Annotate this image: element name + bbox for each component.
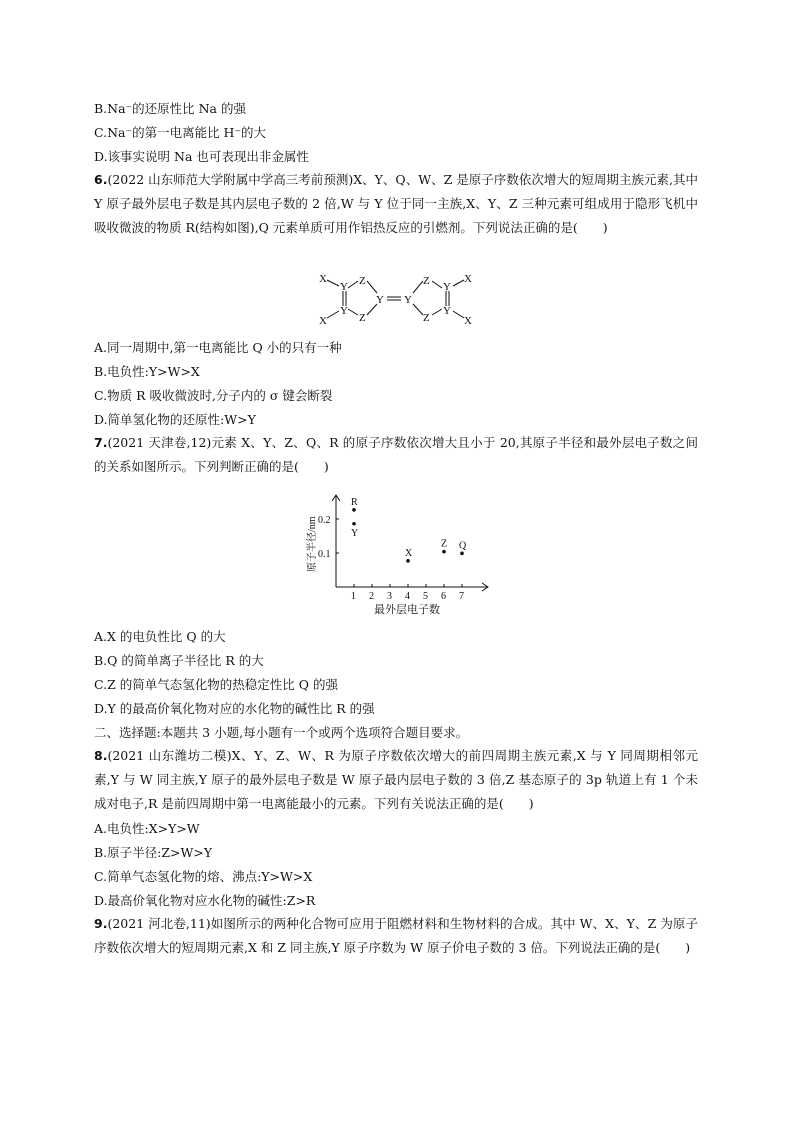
atom-x: X <box>319 273 327 285</box>
structure-figure-r <box>310 268 480 330</box>
x-tick-label: 7 <box>459 591 464 602</box>
q7-stem-text: (2021 天津卷,12)元素 X、Y、Z、Q、R 的原子序数依次增大且小于 20,其原子半径和最外层电子数之间的关系如图所示。下列判断正确的是( ) <box>94 435 698 474</box>
y-tick-label: 0.1 <box>318 549 331 560</box>
atom-z: Z <box>423 312 430 324</box>
atom-y: Y <box>443 281 451 293</box>
atom-x: X <box>464 273 472 285</box>
section-heading: 二、选择题:本题共 3 小题,每小题有一个或两个选项符合题目要求。 <box>94 725 469 740</box>
q8-number: 8. <box>94 748 108 763</box>
x-tick-label: 6 <box>441 591 446 602</box>
atom-y: Y <box>404 294 412 306</box>
data-point-q <box>460 552 464 556</box>
q5-option-b: B.Na⁻的还原性比 Na 的强 <box>94 101 246 116</box>
x-tick-label: 1 <box>351 591 356 602</box>
atom-y: Y <box>376 294 384 306</box>
q7-option-c: C.Z 的简单气态氢化物的热稳定性比 Q 的强 <box>94 677 338 692</box>
atom-x: X <box>319 315 327 327</box>
point-label-x: X <box>405 547 413 559</box>
x-axis-label: 最外层电子数 <box>374 604 440 616</box>
x-tick-label: 2 <box>369 591 374 602</box>
q6-option-d: D.简单氢化物的还原性:W>Y <box>94 412 256 427</box>
q7-number: 7. <box>94 435 108 450</box>
q6-option-b: B.电负性:Y>W>X <box>94 364 200 379</box>
data-point-z <box>442 550 446 554</box>
q7-stem <box>94 431 698 479</box>
q6-option-c: C.物质 R 吸收微波时,分子内的 σ 键会断裂 <box>94 388 333 403</box>
q8-stem-text: (2021 山东潍坊二模)X、Y、Z、W、R 为原子序数依次增大的前四周期主族元素,X 与 Y 同周期相邻元素,Y 与 W 同主族,Y 原子的最外层电子数是 W 原子最内层电子数的 3 倍,Z 基态原子的 3p 轨道上有 1 个未成对电子,R 是前四周期中第一电离能最小的元素。下列有关说法正确的是( ) <box>94 748 698 811</box>
atom-z: Z <box>359 275 366 287</box>
data-point-r <box>352 508 356 512</box>
data-point-x <box>406 559 410 563</box>
x-tick-label: 4 <box>405 591 410 602</box>
q7-option-b: B.Q 的简单离子半径比 R 的大 <box>94 653 264 668</box>
q8-option-c: C.简单气态氢化物的熔、沸点:Y>W>X <box>94 869 313 884</box>
q9-stem-text: (2021 河北卷,11)如图所示的两种化合物可应用于阻燃材料和生物材料的合成。其中 W、X、Y、Z 为原子序数依次增大的短周期元素,X 和 Z 同主族,Y 原子序数为 W 原子价电子数的 3 倍。下列说法正确的是( ) <box>94 916 698 955</box>
q7-option-a: A.X 的电负性比 Q 的大 <box>94 629 226 644</box>
q8-stem <box>94 744 698 816</box>
q5-option-d: D.该事实说明 Na 也可表现出非金属性 <box>94 149 309 164</box>
atom-x: X <box>464 315 472 327</box>
q9-stem <box>94 912 698 960</box>
point-label-y: Y <box>351 527 359 539</box>
atom-y: Y <box>340 305 348 317</box>
q5-option-c: C.Na⁻的第一电离能比 H⁻的大 <box>94 125 267 140</box>
q8-option-b: B.原子半径:Z>W>Y <box>94 845 213 860</box>
q9-number: 9. <box>94 916 108 931</box>
point-label-r: R <box>351 496 358 508</box>
q6-option-a: A.同一周期中,第一电离能比 Q 小的只有一种 <box>94 340 342 355</box>
q8-option-d: D.最高价氧化物对应水化物的碱性:Z>R <box>94 893 316 908</box>
q6-stem <box>94 168 698 240</box>
atom-z: Z <box>359 312 366 324</box>
q7-option-d: D.Y 的最高价氧化物对应的水化物的碱性比 R 的强 <box>94 701 375 716</box>
y-axis-label: 原子半径/nm <box>307 516 318 572</box>
radius-scatter-chart <box>296 492 496 620</box>
atom-y: Y <box>443 305 451 317</box>
point-label-q: Q <box>459 540 467 552</box>
q8-option-a: A.电负性:X>Y>W <box>94 821 200 836</box>
x-tick-label: 5 <box>423 591 428 602</box>
q6-stem-text: (2022 山东师范大学附属中学高三考前预测)X、Y、Q、W、Z 是原子序数依次增大的短周期主族元素,其中 Y 原子最外层电子数是其内层电子数的 2 倍,W 与 Y 位于同一主族,X、Y、Z 三种元素可组成用于隐形飞机中吸收微波的物质 R(结构如图),Q 元素单质可用作铝热反应的引燃剂。下列说法正确的是( ) <box>94 172 698 235</box>
atom-y: Y <box>340 281 348 293</box>
y-tick-label: 0.2 <box>318 515 331 526</box>
q6-number: 6. <box>94 172 108 187</box>
data-point-y <box>352 522 356 526</box>
x-tick-label: 3 <box>387 591 392 602</box>
atom-z: Z <box>423 275 430 287</box>
point-label-z: Z <box>441 538 448 550</box>
